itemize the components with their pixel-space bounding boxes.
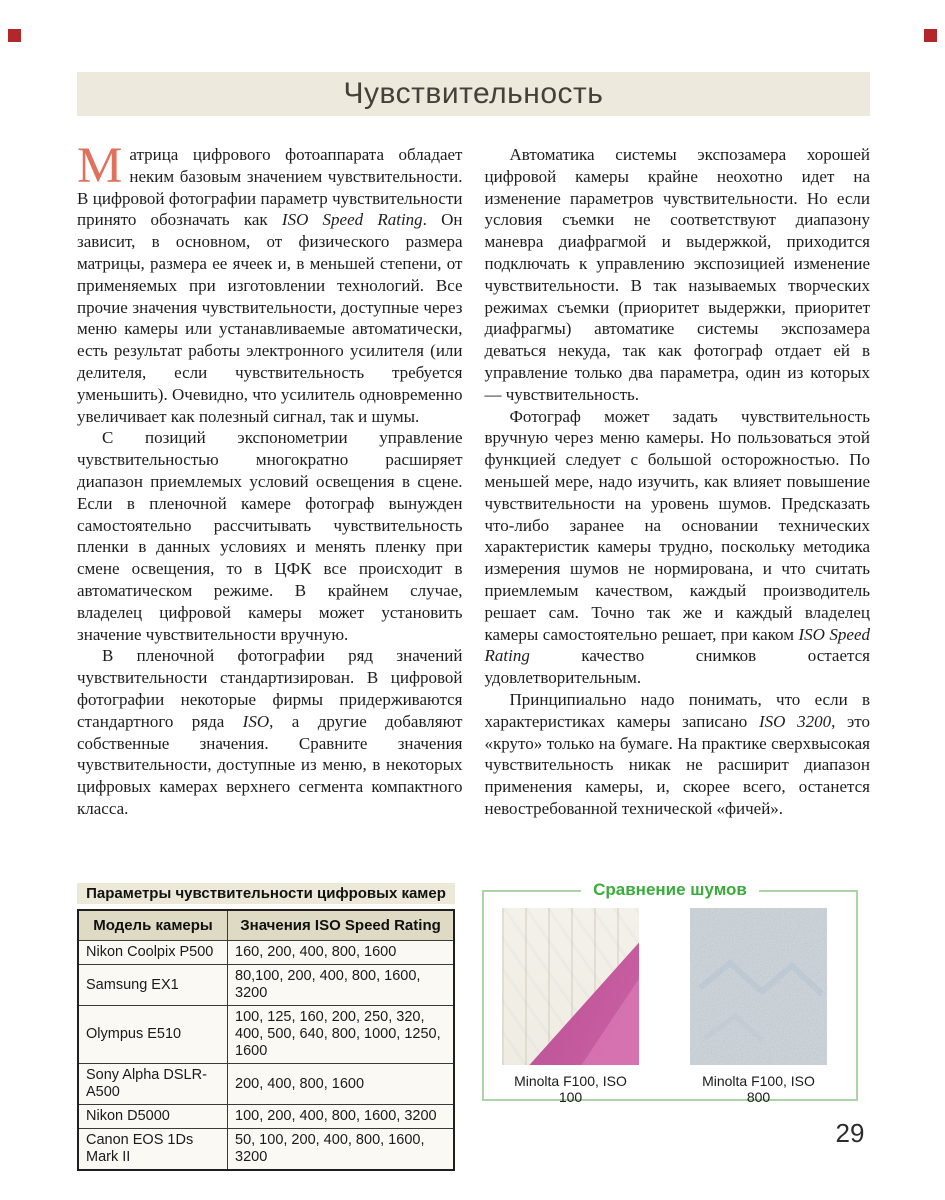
- sample-figure-iso800: [690, 908, 827, 1105]
- noise-comparison-box: [482, 880, 858, 1105]
- iso-values-cell: 160, 200, 400, 800, 1600: [228, 941, 455, 965]
- body-paragraph: С позиций экспонометрии управление чувствительностью многократно расширяет диапазон приемлемых условий освещения в сцене. Если в пленочной камере фотограф вынужден самостоятельно рассчитывать чувствительность пленки в данных условиях и менять пленку при смене освещения, то в ЦФК все происходит в автоматическом режиме. В крайнем случае, владелец цифровой камеры может установить значение чувствительности вручную.: [77, 428, 463, 644]
- page-number: 29: [835, 1118, 865, 1148]
- sample-photo-iso100: [502, 908, 639, 1065]
- camera-model-cell: Samsung EX1: [78, 965, 228, 1006]
- sample-figures: [484, 892, 856, 1105]
- camera-model-cell: Nikon Coolpix P500: [78, 941, 228, 965]
- iso-values-cell: 100, 200, 400, 800, 1600, 3200: [228, 1105, 455, 1129]
- table-row: [78, 1064, 454, 1105]
- table-row: [78, 941, 454, 965]
- sample-figure-iso100: [502, 908, 639, 1105]
- sample-photo-iso800: [690, 908, 827, 1065]
- body-paragraph: В пленочной фотографии ряд значений чувствительности стандартизирован. В цифровой фотографии некоторые фирмы придерживаются стандартного ряда ISO, а другие добавляют собственные значения. Сравните значения чувствительности, доступные из меню, в некоторых цифровых камерах верхнего сегмента компактного класса.: [77, 646, 463, 818]
- body-paragraph: [77, 138, 463, 427]
- iso-table-block: [77, 883, 455, 1171]
- page-title: Чувствительность: [343, 77, 604, 110]
- dropcap: М: [77, 138, 123, 194]
- table-row: [78, 965, 454, 1006]
- iso-values-cell: 100, 125, 160, 200, 250, 320, 400, 500, 640, 800, 1000, 1250, 1600: [228, 1006, 455, 1064]
- iso-values-cell: 50, 100, 200, 400, 800, 1600, 3200: [228, 1129, 455, 1171]
- table-row: [78, 1006, 454, 1064]
- table-header-model: Модель камеры: [78, 910, 228, 941]
- iso-values-cell: 200, 400, 800, 1600: [228, 1064, 455, 1105]
- paragraph-text: атрица цифрового фотоаппарата обладает неким базовым значением чувствительности. В цифровой фотографии параметр чувствительности принято обозначать как ISO Speed Rating. Он зависит, в основном, от физического размера матрицы, размера ее ячеек и, в меньшей степени, от применяемых при изготовлении технологий. Все прочие значения чувствительности, доступные через меню камеры или устанавливаемые автоматически, есть результат работы электронного усилителя (или делителя, если чувствительность требуется уменьшить). Очевидно, что усилитель одновременно увеличивает как полезный сигнал, так и шумы.: [77, 145, 463, 426]
- corner-mark-icon: [8, 29, 21, 42]
- corner-mark-icon: [924, 29, 937, 42]
- camera-model-cell: Nikon D5000: [78, 1105, 228, 1129]
- camera-model-cell: Sony Alpha DSLR-A500: [78, 1064, 228, 1105]
- table-header-iso: Значения ISO Speed Rating: [228, 910, 455, 941]
- image-caption: Minolta F100, ISO 800: [702, 1073, 815, 1105]
- sensitivity-table: [77, 909, 455, 1171]
- table-body: [78, 941, 454, 1171]
- noise-box-title: Сравнение шумов: [581, 880, 759, 900]
- body-paragraph: Фотограф может задать чувствительность вручную через меню камеры. Но пользоваться этой функцией следует с большой осторожностью. По меньшей мере, надо изучить, как влияет повышение чувствительности на уровень шумов. Предсказать что-либо заранее на основании технических характеристик камеры трудно, поскольку методика измерения шумов не нормирована, и что считать приемлемым качеством, каждый производитель решает сам. Точно так же и каждый владелец камеры самостоятельно решает, при каком ISO Speed Rating качество снимков остается удовлетворительным.: [484, 406, 870, 688]
- right-column: [485, 144, 871, 820]
- chapter-title-bar: [77, 72, 870, 116]
- body-paragraph: Принципиально надо понимать, что если в характеристиках камеры записано ISO 3200, это «круто» только на бумаге. На практике сверхвысокая чувствительность никак не расширит диапазон применения камеры, и, скорее всего, останется невостребованной технической «фичей».: [484, 689, 870, 818]
- left-column: [77, 138, 463, 820]
- table-row: [78, 1129, 454, 1171]
- table-title: Параметры чувствительности цифровых камер: [77, 883, 455, 904]
- iso-values-cell: 80,100, 200, 400, 800, 1600, 3200: [228, 965, 455, 1006]
- camera-model-cell: Olympus E510: [78, 1006, 228, 1064]
- article-body: [77, 138, 870, 820]
- noise-texture: [690, 908, 827, 1065]
- table-header-row: [78, 910, 454, 941]
- body-paragraph: Автоматика системы экспозамера хорошей цифровой камеры крайне неохотно идет на изменение параметров чувствительности. Но если условия съемки не соответствуют диапазону маневра диафрагмой и выдержкой, приходится подключать к управлению экспозицией изменение чувствительности. В так называемых творческих режимах съемки (приоритет выдержки, приоритет диафрагмы) автоматике системы экспозамера деваться некуда, так как фотограф отдает ей в управление только два параметра, один из которых — чувствительность.: [484, 145, 870, 404]
- camera-model-cell: Canon EOS 1Ds Mark II: [78, 1129, 228, 1171]
- image-caption: Minolta F100, ISO 100: [514, 1073, 627, 1105]
- table-row: [78, 1105, 454, 1129]
